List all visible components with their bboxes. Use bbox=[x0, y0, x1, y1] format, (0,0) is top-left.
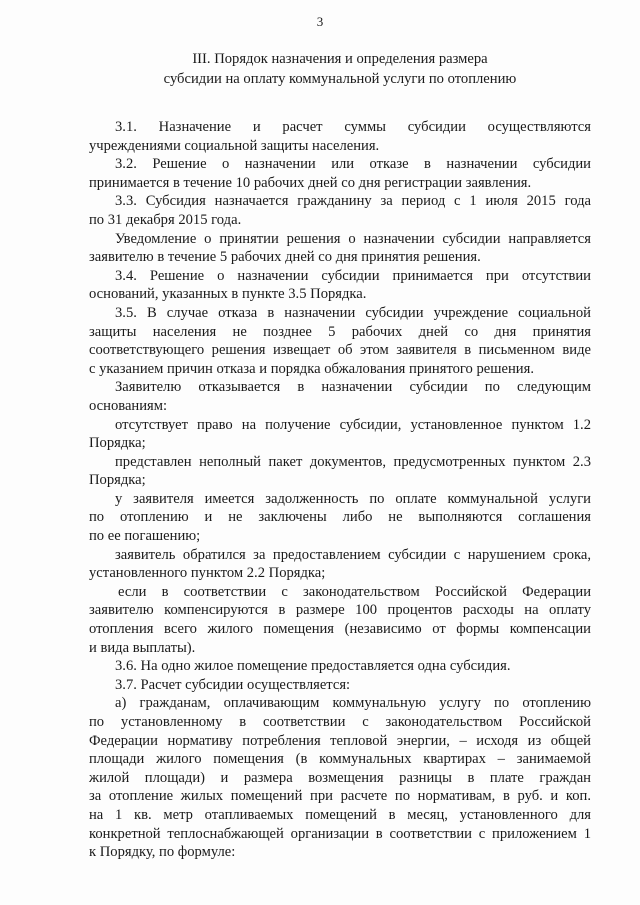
text-line: заявителю в течение 5 рабочих дней со дня принятия решения. bbox=[89, 249, 481, 266]
section-heading bbox=[90, 50, 590, 89]
text-line: 3.7. Расчет субсидии осуществляется: bbox=[115, 676, 351, 693]
text-line: по установленному в соответствии с законодательством Российской bbox=[89, 714, 591, 730]
text-line: по ее погашению; bbox=[89, 528, 201, 545]
document-body bbox=[89, 118, 591, 862]
text-line: отопления всего жилого помещения (независимо от формы компенсации bbox=[89, 621, 591, 638]
section-heading-line-1: III. Порядок назначения и определения размера bbox=[192, 51, 488, 67]
section-heading-line-2: субсидии на оплату коммунальной услуги по отоплению bbox=[163, 70, 517, 87]
text-line: отсутствует право на получение субсидии, установленное пунктом 1.2 bbox=[115, 416, 591, 433]
text-line: заявителю компенсируются в размере 100 процентов расходы на оплату bbox=[89, 602, 591, 619]
text-line: заявитель обратился за предоставлением субсидии с нарушением срока, bbox=[115, 546, 591, 563]
text-line: соответствующего решения извещает об этом заявителя в письменном виде bbox=[89, 342, 591, 359]
text-line: Порядка; bbox=[89, 435, 146, 452]
text-line: 3.1. Назначение и расчет суммы субсидии осуществляются bbox=[115, 119, 591, 135]
text-line: на 1 кв. метр отапливаемых помещений в месяц, установленного для bbox=[89, 806, 591, 823]
page-number: 3 bbox=[316, 14, 324, 29]
text-line: установленного пунктом 2.2 Порядка; bbox=[89, 565, 326, 582]
text-line: жилой площади) и размера возмещения разницы в плате граждан bbox=[89, 769, 591, 786]
text-line: Уведомление о принятии решения о назначении субсидии направляется bbox=[115, 230, 591, 247]
text-line: за отопление жилых помещений при расчете по нормативам, в руб. и коп. bbox=[89, 788, 591, 805]
text-line: учреждениями социальной защиты населения. bbox=[89, 137, 380, 154]
text-line: оснований, указанных в пункте 3.5 Порядка. bbox=[89, 286, 367, 303]
text-line: с указанием причин отказа и порядка обжалования принятого решения. bbox=[89, 360, 534, 377]
text-line: представлен неполный пакет документов, предусмотренных пунктом 2.3 bbox=[115, 453, 591, 470]
text-line: принимается в течение 10 рабочих дней со дня регистрации заявления. bbox=[89, 174, 532, 191]
text-line: 3.6. На одно жилое помещение предоставляется одна субсидия. bbox=[115, 658, 511, 675]
text-line: 3.5. В случае отказа в назначении субсидии учреждение социальной bbox=[115, 304, 591, 321]
text-line: и вида выплаты). bbox=[89, 639, 196, 656]
text-line: 3.3. Субсидия назначается гражданину за период с 1 июля 2015 года bbox=[115, 193, 591, 210]
text-line: 3.4. Решение о назначении субсидии принимается при отсутствии bbox=[115, 267, 591, 284]
text-line: конкретной теплоснабжающей организации в соответствии с приложением 1 bbox=[89, 825, 591, 842]
text-line: защиты населения не позднее 5 рабочих дней со дня принятия bbox=[89, 323, 591, 340]
text-line: Федерации нормативу потребления тепловой энергии, – исходя из общей bbox=[89, 732, 591, 749]
text-line: 3.2. Решение о назначении или отказе в назначении субсидии bbox=[115, 156, 591, 173]
text-line: у заявителя имеется задолженность по оплате коммунальной услуги bbox=[115, 490, 591, 507]
text-line: Порядка; bbox=[89, 472, 146, 489]
text-line: площади жилого помещения (в коммунальных квартирах – занимаемой bbox=[89, 751, 591, 768]
text-line: основаниям: bbox=[89, 397, 168, 414]
text-line: Заявителю отказывается в назначении субсидии по следующим bbox=[115, 379, 591, 396]
text-line: к Порядку, по формуле: bbox=[89, 844, 236, 861]
text-line: если в соответствии с законодательством Российской Федерации bbox=[118, 583, 591, 600]
text-line: а) гражданам, оплачивающим коммунальную услугу по отоплению bbox=[115, 695, 591, 712]
text-line: по отоплению и не заключены либо не выполняются соглашения bbox=[89, 509, 591, 526]
text-line: по 31 декабря 2015 года. bbox=[89, 211, 242, 228]
